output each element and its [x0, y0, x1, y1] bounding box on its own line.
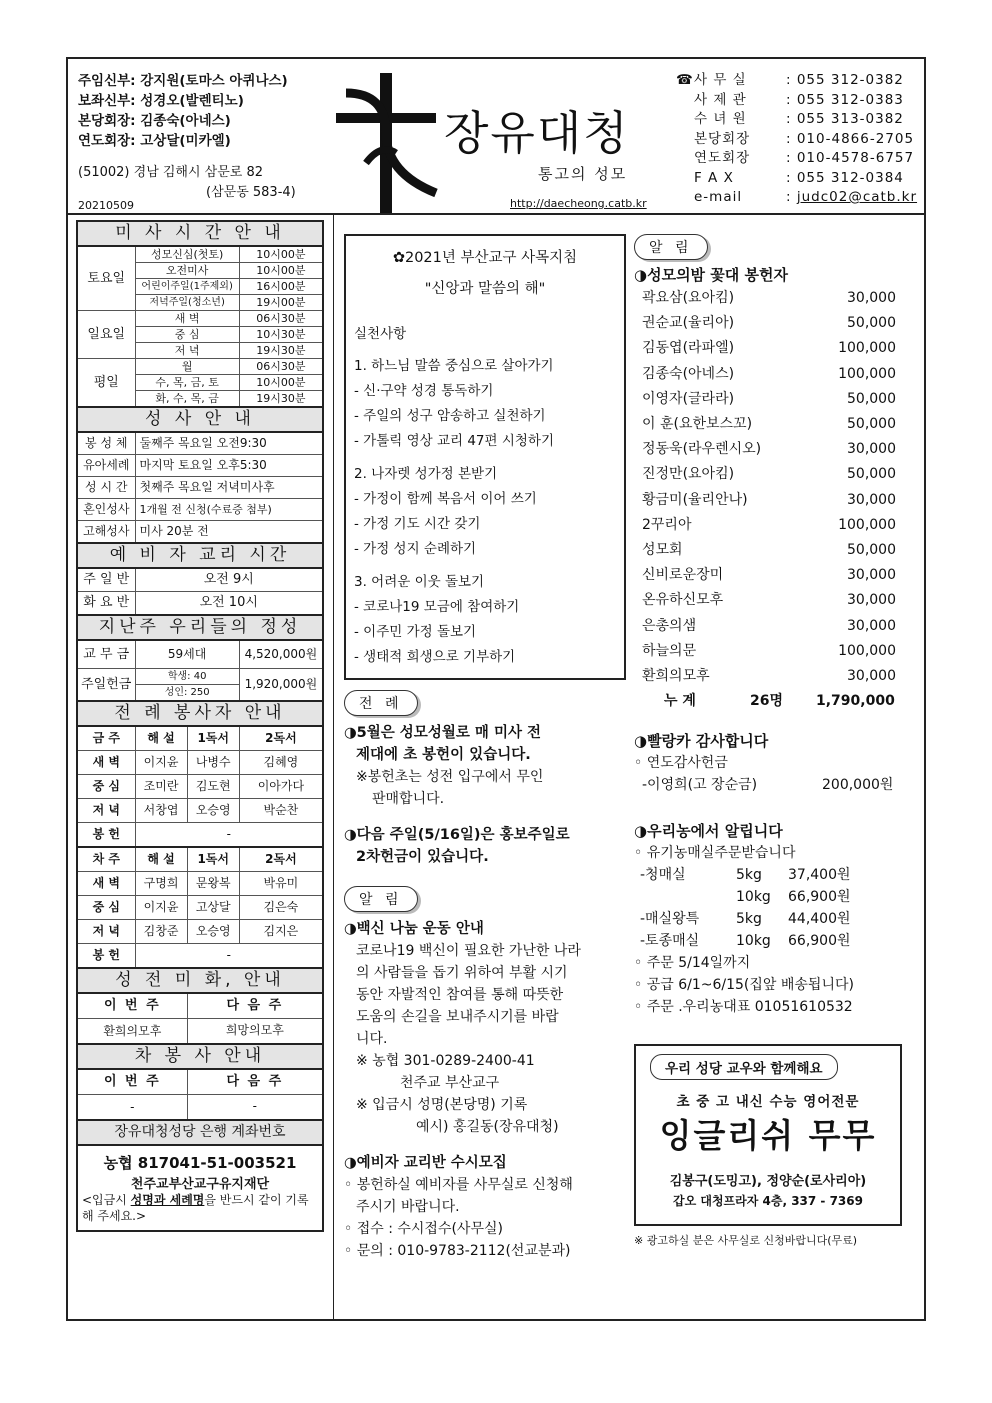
phone-icon: ☎ [676, 72, 694, 88]
flowers-title: 성 전 미 화, 안내 [77, 968, 323, 993]
website-link[interactable]: http://daecheong.catb.kr [510, 197, 647, 210]
advertisement: 우리 성당 교우와 함께해요 초 중 고 내신 수능 영어전문 잉글리쉬 무무 김봉구(도밍고), 정양순(로사리아) 갑오 대청프라자 4층, 337 - 7369 [634, 1044, 902, 1226]
list-item: 권순교(율리아) 50,000 [642, 315, 896, 332]
list-item: 신비로운장미 30,000 [642, 567, 896, 584]
contact-row: F A X : 055 312-0384 [694, 169, 904, 186]
guideline-section: 실천사항 [354, 326, 407, 342]
contact-row: 수 녀 원 : 055 313-0382 [694, 111, 904, 127]
list-item: 진정만(요아킴) 50,000 [642, 466, 896, 483]
list-item: 은총의샘 30,000 [642, 617, 896, 634]
contact-row: 본당회장 : 010-4866-2705 [694, 130, 915, 147]
clergy-line: 보좌신부: 성경오(발렌티노) [78, 93, 244, 109]
list-item: 곽요삼(요아킴) 30,000 [642, 290, 896, 306]
diocese-logo-icon: ✿ [392, 250, 405, 266]
contact-row: ☎ 사 무 실 : 055 312-0382 [676, 71, 917, 91]
bank-owner: 천주교부산교구유지재단 [130, 1177, 270, 1192]
bank-info [76, 1146, 324, 1232]
list-item: 김동엽(라파엘) 100,000 [642, 340, 896, 357]
bank-title: 장유대청성당 은행 계좌번호 [77, 1120, 323, 1145]
liturgy-pill: 전 례 [344, 690, 418, 716]
bulletin-frame [66, 57, 926, 1321]
donor-total: 누 계 26명 1,790,000 [664, 693, 895, 710]
sun-label: 일요일 [77, 311, 135, 359]
address: (51002) 경남 김해시 삼문로 82 [78, 165, 264, 180]
list-item: 온유하신모후 30,000 [642, 592, 896, 609]
list-item: 성모회 50,000 [642, 542, 896, 559]
guideline-theme: "신앙과 말씀의 해" [424, 281, 546, 297]
header [68, 59, 924, 215]
address-sub: (삼문동 583-4) [206, 185, 296, 200]
issue-date: 20210509 [78, 199, 134, 212]
guideline-list: 1. 하느님 말씀 중심으로 살아가기 - 신·구약 성경 통독하기 - 주일의 성구 암송하고 실천하기 - 가톨릭 영상 교리 47편 시청하기 2. 나자렛 성가정 본받기 - 가정이 함께 복음서 이어 쓰기 - 가정 기도 시간 갖기 - 가정 성지 순례하기 3. 어려운 이웃 돌보기 - 코로나19 모금에 참여하기 - 이주민 가정 돌보기 - 생태적 희생으로 기부하기 [354, 358, 554, 665]
sat-label: 토요일 [77, 246, 135, 311]
info-table: 미 사 시 간 안 내 토요일 성모신심(첫토) 10시00분 오전미사 10시00분 어린이주일(1주제외) 16시00분 저녁주일(청소년) 19시00분 일요일 새 벽 06시30분 중 심 10시30분 저 녁 19시30분 평일 월 06시30분 수, 목, 금, 토 10시00분 화, 수, 목, 금 19시30분 성 사 안 내 봉 성 체 둘째주 목요일 오전9:30 유아세례 마지막 토요일 오후5:30 성 시 간 첫째주 목요일 저녁미사후 혼인성사 1개월 전 신청(수료증 첨부) 고해성사 미사 20분 전 예 비 자 교리 시간 주 일 반 오전 9시 화 요 반 오전 10시 지난주 우리들의 정성 교 무 금 59세대 4,520,000원 주일헌금 학생: 40 1,920,000원 성인: 250 전 례 봉사자 안내 금 주 해 설 1독서 2독서 새 벽 이지윤 나병수 김혜영 중 심 조미란 김도현 이아가다 저 녁 서창엽 오승영 박순찬 봉 헌 - 차 주 해 설 1독서 2독서 새 벽 구명희 문왕복 박유미 중 심 이지윤 고상달 김은숙 저 녁 김창준 오승영 김지은 봉 헌 - 성 전 미 화, 안내 이 번 주 다 음 주 환희의모후 희망의모후 차 봉 사 안내 이 번 주 다 음 주 - - 장유대청성당 은행 계좌번호 [76, 220, 324, 1146]
notice-pill-right: 알 림 [634, 234, 708, 260]
right-column: 알 림 ◑성모의밤 꽃대 봉헌자 곽요삼(요아킴) 30,000 권순교(율리아) 50,000 김동엽(라파엘) 100,000 김종숙(아네스) 100,000 이영자(글라라) 50,000 이 훈(요한보스꼬) 50,000 정동욱(라우렌시오) 30,000 진정만(요아킴) 50,000 황금미(율리안나) 30,000 2꾸리아 100,000 성모회 50,000 신비로운장미 30,000 온유하신모후 30,000 은총의샘 30,000 하늘의문 100,000 환희의모후 30,000 누 계 26명 1,790,000 ◑빨랑카 감사합니다 ◦ 연도감사헌금 -이영희(고 장순금) 200,000원 ◑우리농에서 알립니다 ◦ 유기농매실주문받습니다 -청매실 5kg 37,400원 10kg 66,900원 -매실왕특 5kg 44,400원 -토종매실 10kg 66,900원 ◦ 주문 5/14일까지 ◦ 공급 6/1~6/15(집앞 배송됩니다) ◦ 주문 .우리농대표 01051610532 우리 성당 교우와 함께해요 초 중 고 내신 수능 영어전문 잉글리쉬 무무 김봉구(도밍고), 정양순(로사리아) 갑오 대청프라자 4층, 337 - 7369 ※ 광고하실 분은 사무실로 신청바랍니다(무료) [634, 234, 918, 1248]
email-link[interactable]: judc02@catb.kr [796, 189, 918, 205]
sacrament-title: 성 사 안 내 [77, 407, 323, 432]
liturgy-section: 전 례 ◑5월은 성모성월로 매 미사 전 제대에 초 봉헌이 있습니다. ※봉헌초는 성전 입구에서 무인 판매합니다. ◑다음 주일(5/16일)은 홍보주일로 2차헌금이 있습니다. [344, 690, 626, 868]
list-item: 정동욱(라우렌시오) 30,000 [642, 441, 896, 458]
list-item: 2꾸리아 100,000 [642, 516, 896, 533]
catechumen-title: 예 비 자 교리 시간 [77, 543, 323, 568]
clergy-line: 본당회장: 김종숙(아네스) [78, 113, 231, 129]
list-item: 황금미(율리안나) 30,000 [642, 491, 896, 508]
servers-title: 전 례 봉사자 안내 [77, 701, 323, 726]
contact-row: 연도회장 : 010-4578-6757 [694, 150, 915, 166]
tea-title: 차 봉 사 안내 [77, 1044, 323, 1069]
middle-column [344, 234, 626, 1262]
list-item: 김종숙(아네스) 100,000 [642, 365, 896, 382]
list-item: 하늘의문 100,000 [642, 642, 896, 659]
offering-title: 지난주 우리들의 정성 [77, 615, 323, 640]
bulletin-title: 장유대청 [444, 106, 630, 160]
left-column [76, 220, 324, 1232]
week-label: 평일 [77, 359, 135, 408]
list-item: 환희의모후 30,000 [642, 668, 896, 685]
ad-note: ※ 광고하실 분은 사무실로 신청바랍니다(무료) [634, 1234, 858, 1248]
clergy-line: 주임신부: 강지원(토마스 아퀴나스) [78, 73, 288, 89]
bulletin-subtitle: 통고의 성모 [538, 165, 628, 183]
list-item: 이 훈(요한보스꼬) 50,000 [642, 416, 896, 433]
mid-notice-section: 알 림 ◑백신 나눔 운동 안내 코로나19 백신이 필요한 가난한 나라 의 사람들을 돕기 위하여 부활 시기 동안 자발적인 참여를 통해 따뜻한 도움의 손길을 보내주시기를 바랍 니다. ※ 농협 301-0289-2400-41 천주교 부산교구 ※ 입금시 성명(본당명) 기록 예시) 홍길동(장유대청) ◑예비자 교리반 수시모집 ◦ 봉헌하실 예비자를 사무실로 신청해 주시기 바랍니다. ◦ 접수 : 수시접수(사무실) ◦ 문의 : 010-9783-2112(선교분과) [344, 886, 626, 1262]
contact-row: e-mail : judc02@catb.kr [676, 188, 917, 208]
contact-list [676, 71, 917, 208]
mass-title: 미 사 시 간 안 내 [77, 221, 323, 246]
bank-account: 농협 817041-51-003521 [103, 1154, 297, 1172]
cross-logo-icon [326, 73, 446, 213]
contact-row: 사 제 관 : 055 312-0383 [694, 91, 904, 108]
notice-pill: 알 림 [344, 886, 418, 912]
donor-list [634, 286, 918, 714]
guideline-title: ✿2021년 부산교구 사목지침 [392, 250, 578, 266]
clergy-list [78, 71, 288, 151]
ad-name: 잉글리쉬 무무 [659, 1116, 877, 1156]
list-item: 이영자(글라라) 50,000 [642, 390, 896, 407]
bank-note: <입금시 성명과 세례명을 반드시 같이 기록해 주세요.> [82, 1193, 309, 1223]
column-divider [333, 215, 334, 1321]
pastoral-guideline-box [344, 234, 626, 680]
clergy-line: 연도회장: 고상달(미카엘) [78, 133, 231, 149]
